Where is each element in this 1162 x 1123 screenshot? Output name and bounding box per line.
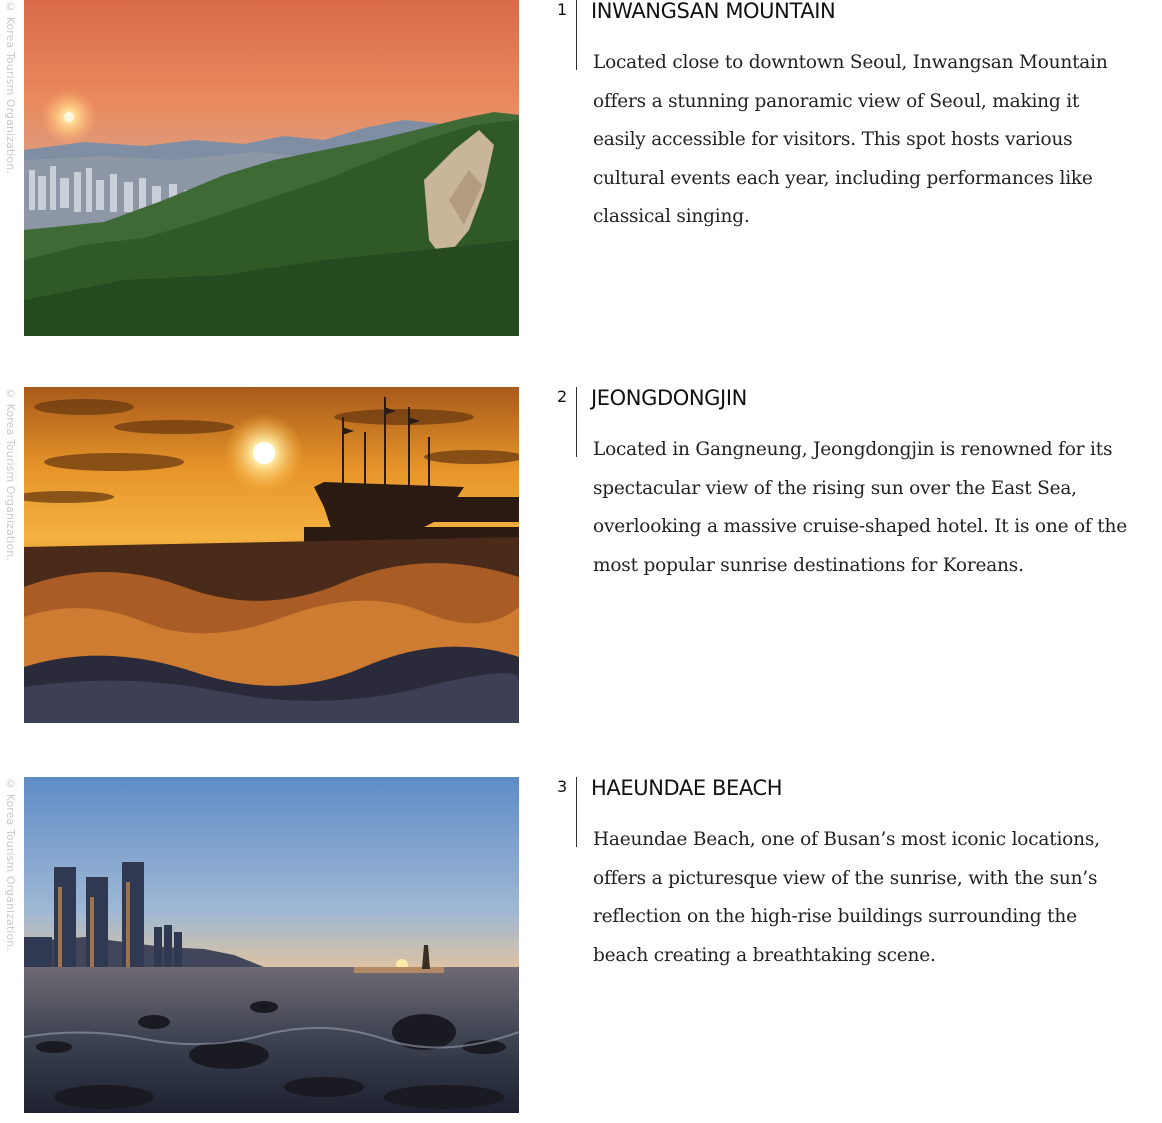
entry-description: Haeundae Beach, one of Busan’s most iconic locations, offers a picturesque view of the sunrise, with the sun’s reflection on the high-rise buildings surrounding the beach creating a breathtaking scene. (593, 829, 1100, 966)
photo-credit: © Korea Tourism Organization. (4, 387, 17, 561)
entry-number: 3 (557, 777, 568, 796)
entry-description: Located in Gangneung, Jeongdongjin is renowned for its spectacular view of the rising sun over the East Sea, overlooking a massive cruise-shaped hotel. It is one of the most popular sunrise destinations for Koreans. (593, 439, 1127, 576)
entry-number: 2 (557, 387, 568, 406)
title-divider (576, 0, 577, 70)
inwangsan-photo (24, 0, 519, 336)
entry-title: HAEUNDAE BEACH (591, 776, 783, 800)
entry-title: INWANGSAN MOUNTAIN (591, 0, 836, 23)
jeongdongjin-photo (24, 387, 519, 723)
photo-credit: © Korea Tourism Organization. (4, 777, 17, 951)
entry-title: JEONGDONGJIN (591, 386, 747, 410)
haeundae-photo (24, 777, 519, 1113)
entry-description: Located close to downtown Seoul, Inwangsan Mountain offers a stunning panoramic view of Seoul, making it easily accessible for visitors. This spot hosts various cultural events each year, including performances like classical singing. (593, 52, 1108, 227)
entry-number: 1 (557, 0, 568, 19)
photo-credit: © Korea Tourism Organization. (4, 0, 17, 174)
title-divider (576, 387, 577, 457)
title-divider (576, 777, 577, 847)
